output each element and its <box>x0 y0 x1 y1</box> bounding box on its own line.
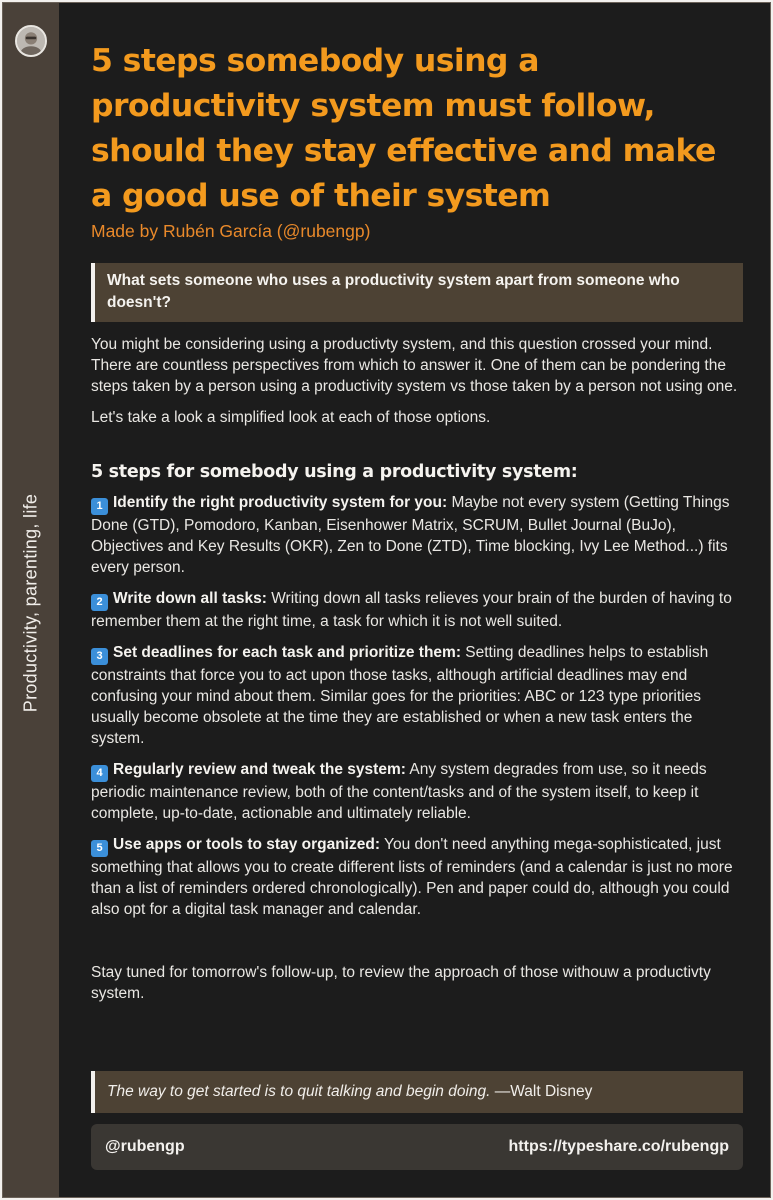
quote-author: —Walt Disney <box>494 1083 593 1100</box>
keycap-number-icon: 5 <box>91 840 108 857</box>
keycap-number-icon: 2 <box>91 594 108 611</box>
sidebar <box>3 3 59 1197</box>
intro-question-callout: What sets someone who uses a productivity system apart from someone who doesn't? <box>91 263 743 322</box>
intro-paragraph: Let's take a look a simplified look at each of those options. <box>91 409 491 426</box>
step-title: Set deadlines for each task and prioritize them: <box>113 644 461 661</box>
step-text: Writing down all tasks relieves your brain of the burden of having to remember them at the right time, a task for which it is not well suited. <box>91 590 732 630</box>
step-text: Setting deadlines helps to establish constraints that force you to act upon those tasks, although artificial deadlines may end confusing your mind about them. Similar goes for the priorities: ABC or 123 type priorities usually become obsolete at the time they are established or when a new task enters the system. <box>91 644 709 747</box>
step-item-2 <box>91 588 743 632</box>
step-item-4 <box>91 759 743 824</box>
step-item-3 <box>91 642 743 749</box>
page-title: 5 steps somebody using a productivity system must follow, should they stay effective and make a good use of their system <box>91 43 716 214</box>
keycap-number-icon: 4 <box>91 765 108 782</box>
keycap-number-icon: 3 <box>91 648 108 665</box>
main-content <box>91 39 743 1004</box>
outro-paragraph: Stay tuned for tomorrow's follow-up, to review the approach of those withouw a productivty system. <box>91 964 711 1002</box>
avatar-portrait-icon <box>17 27 45 55</box>
step-text: You don't need anything mega-sophisticated, just something that allows you to create different lists of reminders (and a calendar is just no more than a list of reminders ordered chronologically). Pen and paper could do, although you could also opt for a digital task manager and calendar. <box>91 836 733 918</box>
step-text: Maybe not every system (Getting Things Done (GTD), Pomodoro, Kanban, Eisenhower Matrix, SCRUM, Bullet Journal (BuJo), Objectives and Key Results (OKR), Zen to Done (ZTD), Time blocking, Ivy Lee Method...) fits every person. <box>91 494 730 576</box>
step-title: Regularly review and tweak the system: <box>113 761 406 778</box>
footer-handle-link[interactable]: @rubengp <box>105 1138 185 1155</box>
step-item-5 <box>91 834 743 920</box>
author-byline: Made by Rubén García (@rubengp) <box>91 221 371 241</box>
step-title: Use apps or tools to stay organized: <box>113 836 380 853</box>
page-frame <box>2 2 771 1198</box>
steps-heading: 5 steps for somebody using a productivity system: <box>91 462 578 482</box>
quote-text: The way to get started is to quit talking and begin doing. <box>107 1083 491 1100</box>
step-text: Any system degrades from use, so it needs periodic maintenance review, both of the content/tasks and of the system itself, to keep it complete, up-to-date, actionable and ultimately reliable. <box>91 761 707 822</box>
step-title: Identify the right productivity system for you: <box>113 494 448 511</box>
step-item-1 <box>91 492 743 578</box>
footer-bar <box>91 1124 743 1170</box>
avatar[interactable] <box>15 25 47 57</box>
step-title: Write down all tasks: <box>113 590 267 607</box>
sidebar-topics-label: Productivity, parenting, life <box>20 493 41 713</box>
keycap-number-icon: 1 <box>91 498 108 515</box>
footer-url-link[interactable]: https://typeshare.co/rubengp <box>508 1138 729 1155</box>
intro-paragraph: You might be considering using a productivty system, and this question crossed your mind. There are countless perspectives from which to answer it. One of them can be pondering the steps taken by a person using a productivity system vs those taken by a person not using one. <box>91 336 738 395</box>
quote-callout <box>91 1071 743 1113</box>
